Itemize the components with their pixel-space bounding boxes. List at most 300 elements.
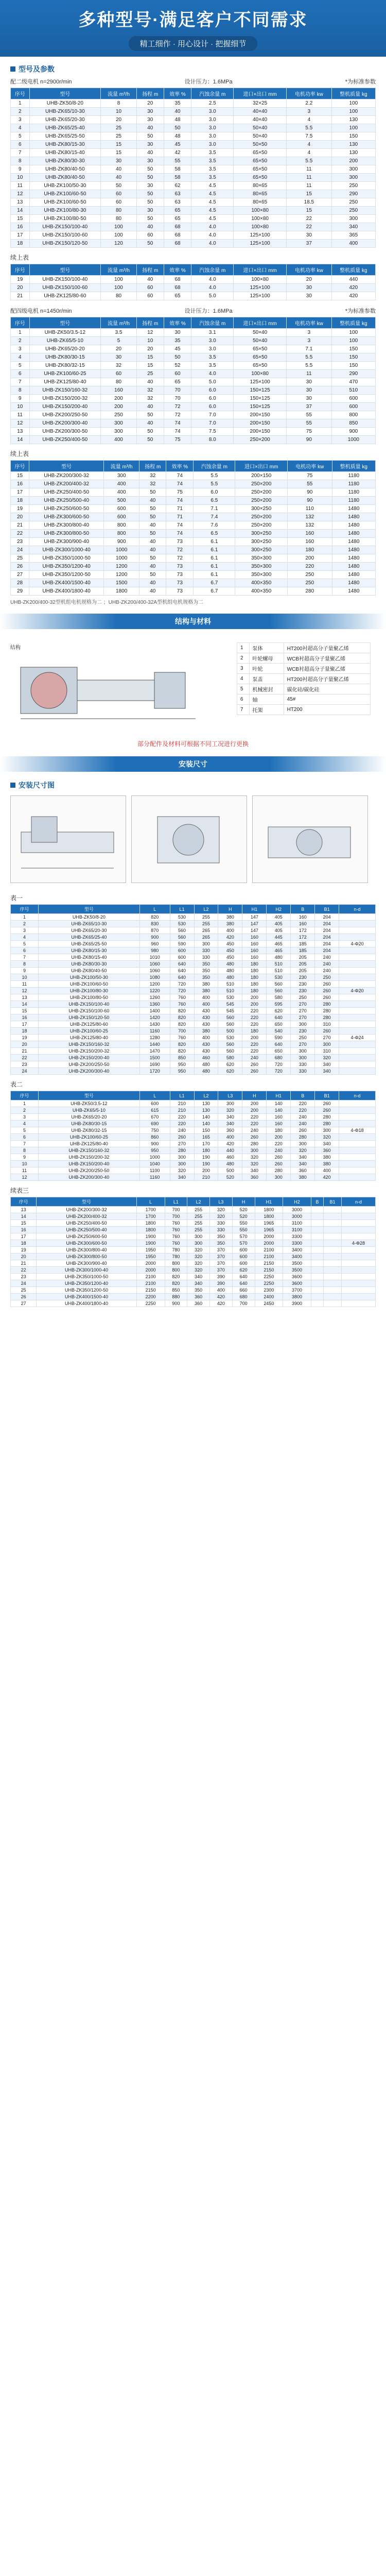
table-row	[11, 1061, 376, 1068]
table-cell: 1720	[139, 1068, 170, 1075]
table-cell: 340	[242, 1167, 267, 1174]
table-cell: 300	[291, 1141, 315, 1147]
table-cell: 820	[165, 1274, 187, 1280]
part-cell: 45#	[284, 694, 370, 705]
table-cell: 5.5	[287, 362, 332, 370]
table-header-cell: 流量 m³/h	[101, 88, 137, 99]
table-cell: 5	[11, 362, 30, 370]
table-cell: 260	[267, 1154, 291, 1161]
table-cell: 270	[315, 1035, 339, 1041]
table-cell: 3100	[283, 1220, 311, 1227]
table-row	[11, 1055, 376, 1061]
table-cell: 480	[218, 961, 242, 968]
table-cell: UHB-ZK65/20-20	[29, 345, 101, 353]
table-row	[11, 141, 376, 149]
table-cell: 220	[170, 1114, 194, 1121]
table-cell: UHB-ZK350/1000-50	[37, 1274, 137, 1280]
table-cell: 570	[232, 1240, 255, 1247]
table-cell	[323, 1253, 341, 1260]
table-cell: 60	[136, 292, 164, 300]
table-cell: 65×50	[234, 345, 287, 353]
table-cell: UHB-ZK100/80-30	[38, 988, 139, 994]
table-cell: 300	[104, 472, 139, 480]
table-row	[11, 974, 376, 981]
table-cell	[339, 1061, 376, 1068]
table-cell: 260	[170, 1134, 194, 1141]
table-cell: 600	[331, 403, 375, 411]
table-row	[11, 480, 376, 488]
table-cell: 340	[187, 1280, 210, 1287]
table-cell: UHB-ZK150/120-50	[38, 1014, 139, 1021]
table-cell: 480	[218, 974, 242, 981]
table-cell: 30	[287, 378, 332, 386]
table-cell: 15	[101, 149, 137, 157]
table-cell: 50×40	[234, 132, 287, 141]
table-cell: 390	[210, 1280, 233, 1287]
table-row	[11, 921, 376, 927]
table-cell: 200×150	[234, 428, 287, 436]
table-cell: 760	[165, 1233, 187, 1240]
table-cell: 320	[210, 1213, 233, 1220]
table-cell: 27	[11, 571, 29, 579]
table-cell: 204	[315, 934, 339, 941]
table-cell: 530	[218, 1035, 242, 1041]
table-cell: 820	[139, 914, 170, 921]
table-cell: 7.0	[191, 411, 234, 419]
table-cell: 160	[287, 538, 332, 546]
table-cell: 250×200	[235, 513, 288, 521]
table-cell: 40	[101, 165, 137, 174]
table-cell: 15	[11, 215, 30, 223]
part-cell: 7	[237, 705, 250, 715]
table-cell: 240	[242, 1127, 267, 1134]
table-cell: 11	[287, 165, 332, 174]
table-cell: 280	[267, 1167, 291, 1174]
table-cell	[339, 1134, 376, 1141]
table-cell	[339, 1100, 376, 1107]
table-header-cell: 效率 %	[166, 461, 194, 472]
table-cell: 205	[291, 954, 315, 961]
table-header-cell: B1	[323, 1197, 341, 1207]
table-cell: 4.5	[191, 198, 234, 207]
table-cell: 1180	[332, 488, 375, 497]
table-cell: 6	[11, 947, 39, 954]
table-cell: 180	[242, 961, 267, 968]
table-cell: 365	[331, 231, 375, 240]
table-cell: 800	[331, 411, 375, 419]
table-row	[11, 1014, 376, 1021]
table-cell: 200	[242, 1001, 267, 1008]
table-cell: 560	[267, 988, 291, 994]
table-cell: 3.5	[191, 362, 234, 370]
table-cell: 29	[11, 587, 29, 596]
table-cell: 280	[315, 1114, 339, 1121]
table-cell: 32	[139, 472, 166, 480]
table-cell: 5.5	[287, 353, 332, 362]
table-cell: 2000	[136, 1267, 165, 1274]
table-cell: 8	[11, 386, 30, 395]
part-cell: 4	[237, 674, 250, 684]
table-cell: 300	[187, 1240, 210, 1247]
table-header-cell: L1	[170, 905, 194, 914]
table-cell: 1800	[255, 1213, 283, 1220]
table-cell: 1	[11, 99, 30, 108]
table-cell: 400	[210, 1287, 233, 1294]
table-cell: UHB-ZK100/60-25	[38, 1028, 139, 1035]
table-cell: 15	[287, 207, 332, 215]
square-bullet-icon	[10, 66, 15, 72]
table-cell: UHB-ZK65/25-40	[38, 934, 139, 941]
table-cell: 125×100	[234, 240, 287, 248]
table-cell	[323, 1260, 341, 1267]
table-cell: 4.5	[191, 182, 234, 190]
table-cell: UHB-ZK150/100-40	[29, 276, 101, 284]
table-cell: 900	[165, 1300, 187, 1307]
table-cell: 18	[11, 1240, 37, 1247]
table-cell: 290	[331, 190, 375, 198]
table-cell	[311, 1287, 323, 1294]
part-cell: HT200衬超高分子量聚乙烯	[284, 674, 370, 684]
table-row	[11, 954, 376, 961]
table-cell: 50	[164, 124, 191, 132]
table-header-cell: 序号	[11, 1091, 39, 1100]
table-cell: 420	[218, 934, 242, 941]
table-cell: 430	[194, 1008, 218, 1014]
table-cell: 950	[170, 1068, 194, 1075]
table-cell	[339, 1055, 376, 1061]
table-cell: 11	[287, 174, 332, 182]
table-cell: UHB-ZK80/40-50	[38, 968, 139, 974]
table-cell: UHB-ZK200/250-50	[29, 411, 101, 419]
table-header-cell: H1	[255, 1197, 283, 1207]
table-cell: 9	[11, 165, 30, 174]
table-cell: 200×150	[235, 472, 288, 480]
table-row	[11, 174, 376, 182]
table-cell: 1100	[139, 1167, 170, 1174]
table-row	[11, 124, 376, 132]
table-cell: 16	[11, 480, 29, 488]
table-cell: 1000	[331, 436, 375, 444]
table-cell: 3500	[283, 1260, 311, 1267]
table-row	[11, 1028, 376, 1035]
table-cell: 320	[210, 1207, 233, 1213]
table-cell: 15	[11, 1220, 37, 1227]
table-cell: 190	[194, 1154, 218, 1161]
table-cell: 8	[11, 1147, 39, 1154]
table-cell: 560	[218, 1021, 242, 1028]
table-cell: UHB-ZK400/1500-40	[29, 579, 104, 587]
table-cell: 240	[170, 1127, 194, 1134]
table-row	[11, 284, 376, 292]
table-cell: UHB-ZK80/15-40	[38, 954, 139, 961]
table-cell: 660	[232, 1287, 255, 1294]
table-cell: 300	[194, 941, 218, 947]
table-row	[11, 1260, 376, 1267]
table-header-cell: 序号	[11, 317, 30, 329]
table-cell: 50	[139, 554, 166, 563]
table-cell: 150	[194, 1127, 218, 1134]
table-cell: 50	[136, 190, 164, 198]
table-row	[11, 1213, 376, 1220]
table-cell: UHB-ZK150/200-40	[38, 1161, 139, 1167]
table-cell: 12	[11, 988, 39, 994]
table-cell: 600	[139, 1100, 170, 1107]
table-cell: 1430	[139, 1021, 170, 1028]
table-cell: 65	[164, 378, 191, 386]
table-cell: 13	[11, 994, 39, 1001]
table-cell: 160	[291, 921, 315, 927]
table-cell: 60	[164, 370, 191, 378]
table-cell: 200	[194, 1167, 218, 1174]
table-cell: 510	[218, 988, 242, 994]
table-cell: 200	[101, 395, 137, 403]
table-row	[11, 419, 376, 428]
table-cell	[339, 974, 376, 981]
table-cell: 1	[11, 1100, 39, 1107]
table-cell: 220	[242, 1048, 267, 1055]
part-row	[237, 684, 371, 694]
table-cell: 25	[136, 370, 164, 378]
table-cell: 68	[164, 284, 191, 292]
table-cell: 560	[218, 1041, 242, 1048]
table-cell: 405	[267, 921, 291, 927]
table-cell: 22	[287, 215, 332, 223]
table-cell: 40	[139, 521, 166, 530]
table-cell: 50×40	[234, 124, 287, 132]
table-cell: 1060	[139, 961, 170, 968]
table-cell	[311, 1280, 323, 1287]
table-header-cell: 扬程 m	[136, 317, 164, 329]
table-cell: 1950	[136, 1253, 165, 1260]
table-cell: 2.2	[287, 99, 332, 108]
table-cell: 5.0	[191, 378, 234, 386]
part-cell: 机械密封	[249, 684, 284, 694]
table-cell: 2150	[255, 1260, 283, 1267]
table-cell: 370	[210, 1260, 233, 1267]
table-cell: 40	[139, 497, 166, 505]
table-cell: 7.0	[191, 419, 234, 428]
table-cell: 9	[11, 1154, 39, 1161]
table-cell: 440	[218, 1147, 242, 1154]
table-cell: 100×80	[234, 223, 287, 231]
table-cell	[323, 1233, 341, 1240]
table-cell: 150	[331, 345, 375, 353]
table-cell: 265	[194, 934, 218, 941]
table-cell: 800	[165, 1267, 187, 1274]
table-cell: 440	[331, 276, 375, 284]
table-cell: 230	[291, 981, 315, 988]
table-cell: 3.0	[191, 141, 234, 149]
table-cell: 1010	[139, 954, 170, 961]
table-header-cell: B1	[315, 905, 339, 914]
table-cell: 180	[194, 1147, 218, 1154]
table-header-cell: 扬程 m	[136, 264, 164, 276]
table-cell: 780	[165, 1253, 187, 1260]
table-row	[11, 436, 376, 444]
table-cell: 160	[242, 934, 267, 941]
table-cell: UHB-ZK300/800-40	[37, 1247, 137, 1253]
table-cell: 6.0	[191, 403, 234, 411]
table-cell: 30	[136, 108, 164, 116]
table-cell: 2100	[255, 1253, 283, 1260]
table-cell: 22	[11, 1055, 39, 1061]
table-cell: 110	[287, 505, 332, 513]
table-cell: 1220	[139, 988, 170, 994]
table-cell: 250	[287, 571, 332, 579]
table-cell: 870	[139, 927, 170, 934]
table-cell: 32×25	[234, 99, 287, 108]
table-header-cell: n-d	[339, 905, 376, 914]
table-header-cell: 型号	[29, 317, 101, 329]
part-cell: 5	[237, 684, 250, 694]
table-cell: 20	[101, 345, 137, 353]
table-row	[11, 353, 376, 362]
table-header-cell: L3	[210, 1197, 233, 1207]
table-cell: 190	[194, 1161, 218, 1167]
table-cell: 320	[187, 1247, 210, 1253]
table-cell: 720	[170, 988, 194, 994]
table-cell: 340	[170, 1174, 194, 1181]
table-cell: 147	[242, 914, 267, 921]
table-cell: 2400	[255, 1294, 283, 1300]
table-cell: 250	[331, 198, 375, 207]
table-cell: 220	[242, 1008, 267, 1014]
table-cell: 180	[287, 546, 332, 554]
table-row	[11, 1300, 376, 1307]
table-row	[11, 579, 376, 587]
table-header-cell: 进口×出口 mm	[234, 317, 287, 329]
table-cell: 3.1	[191, 329, 234, 337]
table-cell: 15	[11, 1008, 39, 1014]
table-cell: 150	[331, 362, 375, 370]
table-row	[11, 927, 376, 934]
dims-table-2	[10, 1091, 376, 1181]
table-cell: 350×300	[235, 563, 288, 571]
table-cell: 50	[136, 215, 164, 223]
table-cell: UHB-ZK150/200-32	[38, 1048, 139, 1055]
table-cell: 50	[136, 132, 164, 141]
table-cell: 720	[267, 1061, 291, 1068]
table-cell: 260	[315, 1028, 339, 1035]
table-header-cell: 电机功率 kw	[287, 88, 332, 99]
table-row	[11, 968, 376, 974]
table-cell: 220	[242, 1021, 267, 1028]
table-cell: 950	[170, 1061, 194, 1068]
table-cell: 80	[101, 292, 137, 300]
table-cell: UHB-ZK200/300-50	[29, 428, 101, 436]
table-cell: 2250	[255, 1274, 283, 1280]
table-cell	[341, 1247, 375, 1253]
table-cell: 320	[187, 1253, 210, 1260]
table-cell: UHB-ZK400/1800-40	[37, 1300, 137, 1307]
table-cell: 130	[331, 116, 375, 124]
table-header-cell: L1	[170, 1091, 194, 1100]
table-cell: 3.0	[191, 345, 234, 353]
table-cell: 405	[267, 914, 291, 921]
table-cell: 9	[11, 395, 30, 403]
table-cell: 1480	[332, 571, 375, 579]
table-row	[11, 941, 376, 947]
table-cell: 3.5	[191, 353, 234, 362]
table-cell: UHB-ZK150/100-40	[38, 1001, 139, 1008]
table-cell: 3500	[283, 1267, 311, 1274]
table-header-cell: 进口×出口 mm	[235, 461, 288, 472]
table-cell: 160	[291, 914, 315, 921]
table-cell: 20	[11, 1041, 39, 1048]
table-cell: 300×250	[235, 546, 288, 554]
table-cell: 35	[164, 99, 191, 108]
table-cell: 1180	[332, 472, 375, 480]
table-cell: 3.5	[101, 329, 137, 337]
table-cell: 50	[136, 240, 164, 248]
table-cell: 68	[164, 276, 191, 284]
table-cell: UHB-ZK80/15-40	[29, 149, 101, 157]
table-cell: 5.0	[191, 292, 234, 300]
table-cell: 70	[164, 395, 191, 403]
table-cell: 590	[267, 1035, 291, 1041]
table-cell: UHB-ZK100/80-50	[29, 215, 101, 223]
square-bullet-icon	[10, 783, 15, 788]
table-cell: 1900	[136, 1233, 165, 1240]
table-cell: 1400	[139, 1008, 170, 1014]
table-cell: UHB-ZK80/40-50	[29, 174, 101, 182]
table-row	[11, 914, 376, 921]
table-cell: 125×100	[234, 284, 287, 292]
table-cell	[323, 1227, 341, 1233]
table-cell: 320	[187, 1260, 210, 1267]
table-cell: 19	[11, 276, 30, 284]
table-cell	[339, 961, 376, 968]
table-cell: 50	[136, 436, 164, 444]
table-cell: UHB-ZK200/300-40	[29, 419, 101, 428]
table-cell: 200×150	[234, 419, 287, 428]
table-row	[11, 538, 376, 546]
table-cell: UHB-ZK100/60-25	[29, 370, 101, 378]
table-cell: 180	[242, 988, 267, 994]
section-meta: 配二级电机 n=2900r/min 设计压力：1.6MPa *为标准参数	[10, 79, 376, 85]
table-cell: 30	[287, 395, 332, 403]
table-cell: 130	[331, 149, 375, 157]
table-cell: 3.5	[191, 149, 234, 157]
table-cell: UHB-ZK65/5-10	[29, 337, 101, 345]
table-cell: 230	[291, 988, 315, 994]
table-cell: 550	[232, 1220, 255, 1227]
table-cell: 13	[11, 198, 30, 207]
table-cell: 20	[11, 284, 30, 292]
table-cell: 5.5	[287, 124, 332, 132]
table-cell: 22	[11, 1267, 37, 1274]
table-cell: 160	[267, 1121, 291, 1127]
table-cell: 73	[166, 587, 194, 596]
table-cell: 1500	[139, 1055, 170, 1061]
table-cell: 68	[164, 231, 191, 240]
table-cell: 23	[11, 1061, 39, 1068]
table-cell: 2.5	[191, 99, 234, 108]
table-cell: 10	[136, 337, 164, 345]
table-cell: 14	[11, 207, 30, 215]
table-cell: 3.0	[191, 116, 234, 124]
table-cell: 260	[315, 994, 339, 1001]
table-row	[11, 1021, 376, 1028]
table-cell: 5	[11, 941, 39, 947]
banner-subtitle: 精工细作 · 用心设计 · 把握细节	[129, 36, 258, 51]
table-cell	[339, 1014, 376, 1021]
table-cell: 170	[194, 1141, 218, 1147]
table-cell: 50×40	[234, 337, 287, 345]
table-cell: 16	[11, 1014, 39, 1021]
table-cell: 7.1	[287, 345, 332, 353]
table-row	[11, 403, 376, 411]
